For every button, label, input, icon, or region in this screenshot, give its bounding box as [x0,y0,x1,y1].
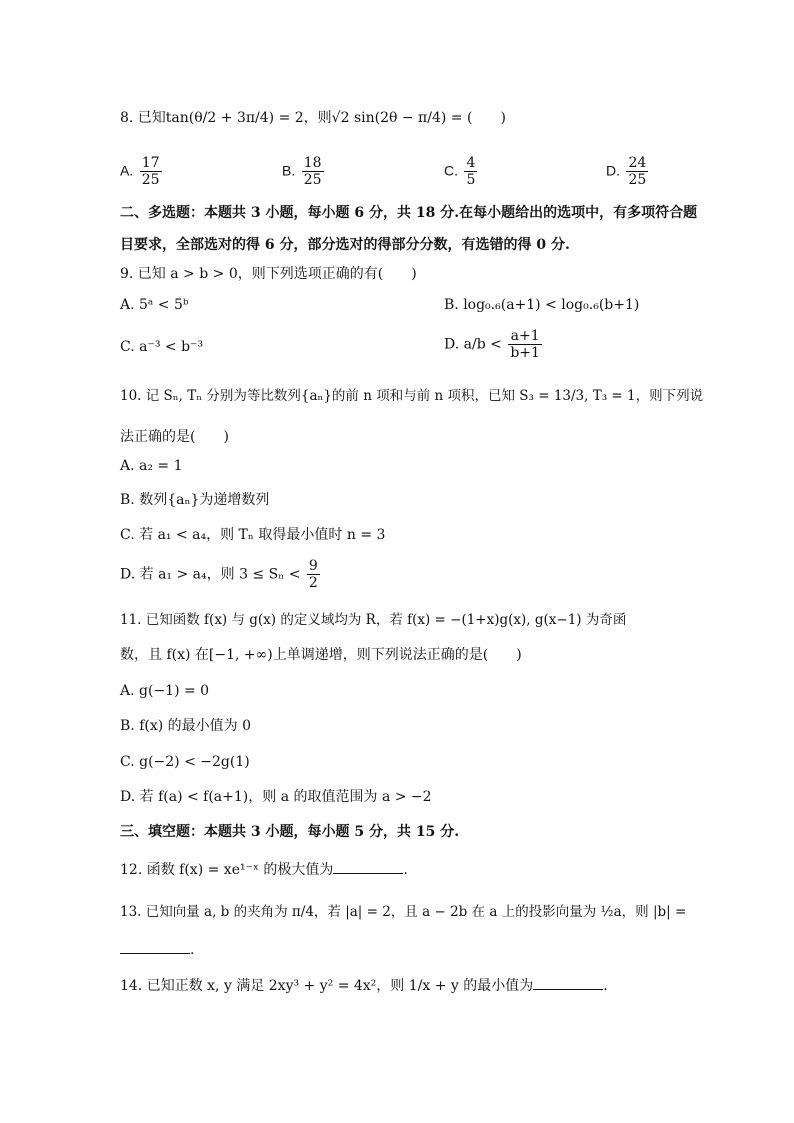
q8-option-a-num: 17 [141,155,160,171]
q8-option-a [120,155,164,188]
q8-option-b [282,155,326,188]
q8-option-d-label: D. [606,162,620,179]
q8-option-b-fraction [302,155,324,188]
q12-answer-blank[interactable] [333,859,403,874]
q14-line [120,975,608,996]
q11-option-a: A. g(−1) = 0 [120,683,210,699]
q10-stem-line1: 10. 记 Sₙ, Tₙ 分别为等比数列{aₙ}的前 n 项和与前 n 项积，已知 S₃ = 13/3, T₃ = 1，则下列说 [120,388,704,404]
q11-option-b: B. f(x) 的最小值为 0 [120,718,251,734]
q8-stem: 8. 已知tan(θ/2 + 3π/4) = 2，则√2 sin(2θ − π/4) = ( ) [120,110,506,126]
q9-stem: 9. 已知 a > b > 0，则下列选项正确的有( ) [120,266,417,282]
q8-option-c [444,155,479,188]
q9-option-a: A. 5ᵃ < 5ᵇ [120,297,189,313]
q14-stem: 14. 已知正数 x, y 满足 2xy³ + y² = 4x²，则 1/x + y 的最小值为 [120,978,534,994]
q8-option-c-fraction [464,155,477,188]
q8-option-c-den: 5 [466,172,476,188]
q14-answer-blank[interactable] [533,975,603,990]
q8-option-a-den: 25 [141,172,160,188]
q11-option-d: D. 若 f(a) < f(a+1)，则 a 的取值范围为 a > −2 [120,789,432,805]
q11-stem-line1: 11. 已知函数 f(x) 与 g(x) 的定义域均为 R，若 f(x) = −(1+x)g(x), g(x−1) 为奇函 [120,612,627,628]
q10-option-a: A. a₂ = 1 [120,458,183,474]
q10-option-d-den: 2 [308,575,318,591]
q9-option-d [444,328,544,361]
q10-option-d [120,558,322,591]
q10-option-c: C. 若 a₁ < a₄，则 Tₙ 取得最小值时 n = 3 [120,527,386,543]
q8-option-d-den: 25 [628,172,647,188]
q8-option-a-fraction [140,155,162,188]
q9-option-d-left: a/b < [463,336,502,353]
q9-option-d-label: D. [444,336,460,353]
q12-stem: 12. 函数 f(x) = xe¹⁻ˣ 的极大值为 [120,862,334,878]
q10-option-d-num: 9 [308,558,318,574]
q8-option-b-label: B. [282,162,296,179]
q11-option-c: C. g(−2) < −2g(1) [120,754,250,770]
q11-stem-line2: 数，且 f(x) 在[−1, +∞)上单调递增，则下列说法正确的是( ) [120,647,522,663]
q9-option-b: B. log₀.₆(a+1) < log₀.₆(b+1) [444,297,640,313]
section2-heading-line1: 二、多选题：本题共 3 小题，每小题 6 分，共 18 分.在每小题给出的选项中，有多项符合题 [120,205,698,221]
q10-option-b: B. 数列{aₙ}为递增数列 [120,492,270,508]
q12-line [120,859,408,880]
q10-stem-line2: 法正确的是( ) [120,429,229,445]
q8-option-d [606,155,650,188]
q10-option-d-fraction [307,558,320,591]
q10-option-d-prefix: D. 若 a₁ > a₄，则 3 ≤ Sₙ < [120,566,301,583]
q8-option-c-num: 4 [466,155,476,171]
q13-answer-line [120,940,194,960]
section3-heading: 三、填空题：本题共 3 小题，每小题 5 分，共 15 分. [120,824,460,840]
q9-option-d-fraction [508,328,542,361]
q8-option-b-num: 18 [303,155,322,171]
q8-option-b-den: 25 [303,172,322,188]
q13-end: . [190,942,195,958]
q14-end: . [603,978,608,994]
q8-option-c-label: C. [444,162,458,179]
q13-stem: 13. 已知向量 a, b 的夹角为 π/4，若 |a| = 2，且 a − 2b 在 a 上的投影向量为 ½a，则 |b| = [120,904,687,920]
q9-option-d-den: b+1 [510,345,540,361]
q12-end: . [403,862,408,878]
q8-option-a-label: A. [120,162,134,179]
section2-heading-line2: 目要求，全部选对的得 6 分，部分选对的得部分分数，有选错的得 0 分. [120,237,570,253]
q9-option-d-num: a+1 [508,328,542,345]
q8-option-d-fraction [626,155,648,188]
q13-answer-blank[interactable] [120,943,190,954]
q8-option-d-num: 24 [628,155,647,171]
q9-option-c: C. a⁻³ < b⁻³ [120,339,204,355]
